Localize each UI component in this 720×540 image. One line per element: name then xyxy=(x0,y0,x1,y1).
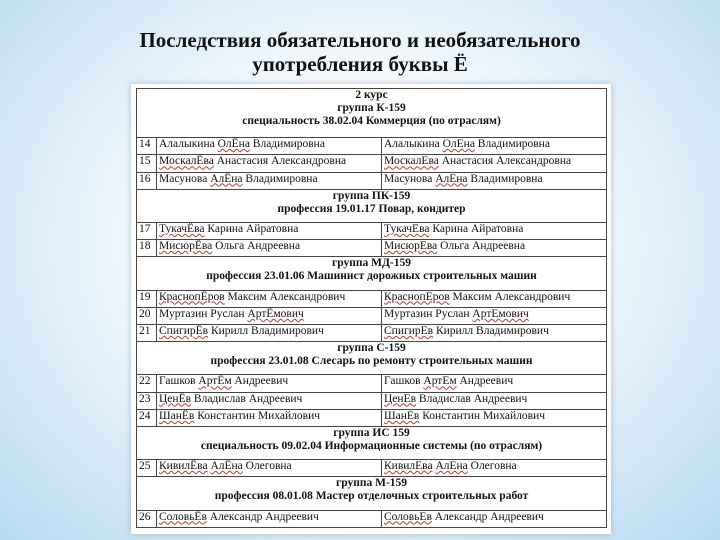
group-header-line: группа М-159 xyxy=(336,477,408,490)
row-number: 18 xyxy=(137,240,157,257)
name-with-ye: Алалыкина ОлЕна Владимировна xyxy=(382,138,607,155)
name-with-yo: Муртазин Руслан АртЁмович xyxy=(157,307,382,324)
table-row xyxy=(137,307,607,324)
table-row xyxy=(137,222,607,239)
row-number: 22 xyxy=(137,375,157,392)
group-header-cell xyxy=(137,89,607,138)
group-header-line: профессия 19.01.17 Повар, кондитер xyxy=(277,202,466,215)
table-row xyxy=(137,375,607,392)
name-with-ye: ШанЕв Константин Михайлович xyxy=(382,409,607,426)
slide-title-line-1: Последствия обязательного и необязательного xyxy=(139,28,581,52)
document-scan xyxy=(131,84,611,534)
name-with-yo: МоскалЁва Анастасия Александровна xyxy=(157,155,382,172)
table-row xyxy=(137,290,607,307)
name-with-ye: КивилЕва АлЕна Олеговна xyxy=(382,460,607,477)
slide-title xyxy=(0,28,720,76)
group-header-cell xyxy=(137,189,607,222)
table-row xyxy=(137,324,607,341)
group-header-line: группа К-159 xyxy=(337,102,406,114)
group-header xyxy=(137,426,607,459)
name-with-yo: ТукачЁва Карина Айратовна xyxy=(157,222,382,239)
group-header xyxy=(137,342,607,375)
name-with-ye: Масунова АлЕна Владимировна xyxy=(382,172,607,189)
row-number: 19 xyxy=(137,290,157,307)
group-header-line: профессия 23.01.06 Машинист дорожных строительных машин xyxy=(206,270,537,283)
name-with-yo: СоловьЁв Александр Андреевич xyxy=(157,510,382,527)
group-header-line: специальность 38.02.04 Коммерция (по отраслям) xyxy=(242,115,501,127)
row-number: 17 xyxy=(137,222,157,239)
student-names-table xyxy=(136,88,607,528)
group-header xyxy=(137,477,607,510)
group-header-line: группа С-159 xyxy=(337,342,406,355)
name-with-ye: СоловьЕв Александр Андреевич xyxy=(382,510,607,527)
table-row xyxy=(137,155,607,172)
row-number: 15 xyxy=(137,155,157,172)
slide-title-line-2: употребления буквы Ё xyxy=(252,52,468,76)
name-with-yo: МисюрЁва Ольга Андреевна xyxy=(157,240,382,257)
name-with-ye: МисюрЕва Ольга Андреевна xyxy=(382,240,607,257)
name-with-ye: СпигирЕв Кирилл Владимирович xyxy=(382,324,607,341)
table-row xyxy=(137,172,607,189)
name-with-ye: Гашков АртЕм Андреевич xyxy=(382,375,607,392)
row-number: 14 xyxy=(137,138,157,155)
row-number: 21 xyxy=(137,324,157,341)
name-with-yo: ЦенЁв Владислав Андреевич xyxy=(157,392,382,409)
row-number: 24 xyxy=(137,409,157,426)
group-header-cell xyxy=(137,342,607,375)
name-with-ye: ЦенЕв Владислав Андреевич xyxy=(382,392,607,409)
name-with-yo: Алалыкина ОлЁна Владимировна xyxy=(157,138,382,155)
name-with-yo: КивилЁва АлЁна Олеговна xyxy=(157,460,382,477)
table-row xyxy=(137,138,607,155)
name-with-ye: ТукачЕва Карина Айратовна xyxy=(382,222,607,239)
row-number: 16 xyxy=(137,172,157,189)
group-header xyxy=(137,189,607,222)
table-row xyxy=(137,392,607,409)
name-with-yo: Гашков АртЁм Андреевич xyxy=(157,375,382,392)
group-header xyxy=(137,257,607,290)
row-number: 26 xyxy=(137,510,157,527)
name-with-ye: Муртазин Руслан АртЕмович xyxy=(382,307,607,324)
row-number: 20 xyxy=(137,307,157,324)
group-header-line: профессия 08.01.08 Мастер отделочных строительных работ xyxy=(214,490,529,503)
group-header-line: 2 курс xyxy=(355,89,388,101)
table-row xyxy=(137,409,607,426)
table-row xyxy=(137,240,607,257)
group-header-line: группа ПК-159 xyxy=(332,189,411,202)
table-row xyxy=(137,510,607,527)
group-header-cell xyxy=(137,426,607,459)
name-with-ye: МоскалЕва Анастасия Александровна xyxy=(382,155,607,172)
group-header-cell xyxy=(137,257,607,290)
name-with-yo: КраснопЁров Максим Александрович xyxy=(157,290,382,307)
row-number: 23 xyxy=(137,392,157,409)
table-row xyxy=(137,460,607,477)
name-with-yo: Масунова АлЁна Владимировна xyxy=(157,172,382,189)
group-header-cell xyxy=(137,477,607,510)
group-header-line: группа ИС 159 xyxy=(333,426,410,439)
group-header-line: профессия 23.01.08 Слесарь по ремонту строительных машин xyxy=(210,355,533,368)
name-with-yo: ШанЁв Константин Михайлович xyxy=(157,409,382,426)
name-with-yo: СпигирЁв Кирилл Владимирович xyxy=(157,324,382,341)
group-header xyxy=(137,89,607,138)
group-header-line: группа МД-159 xyxy=(332,257,411,270)
group-header-line: специальность 09.02.04 Информационные системы (по отраслям) xyxy=(200,439,543,452)
name-with-ye: КраснопЕров Максим Александрович xyxy=(382,290,607,307)
row-number: 25 xyxy=(137,460,157,477)
